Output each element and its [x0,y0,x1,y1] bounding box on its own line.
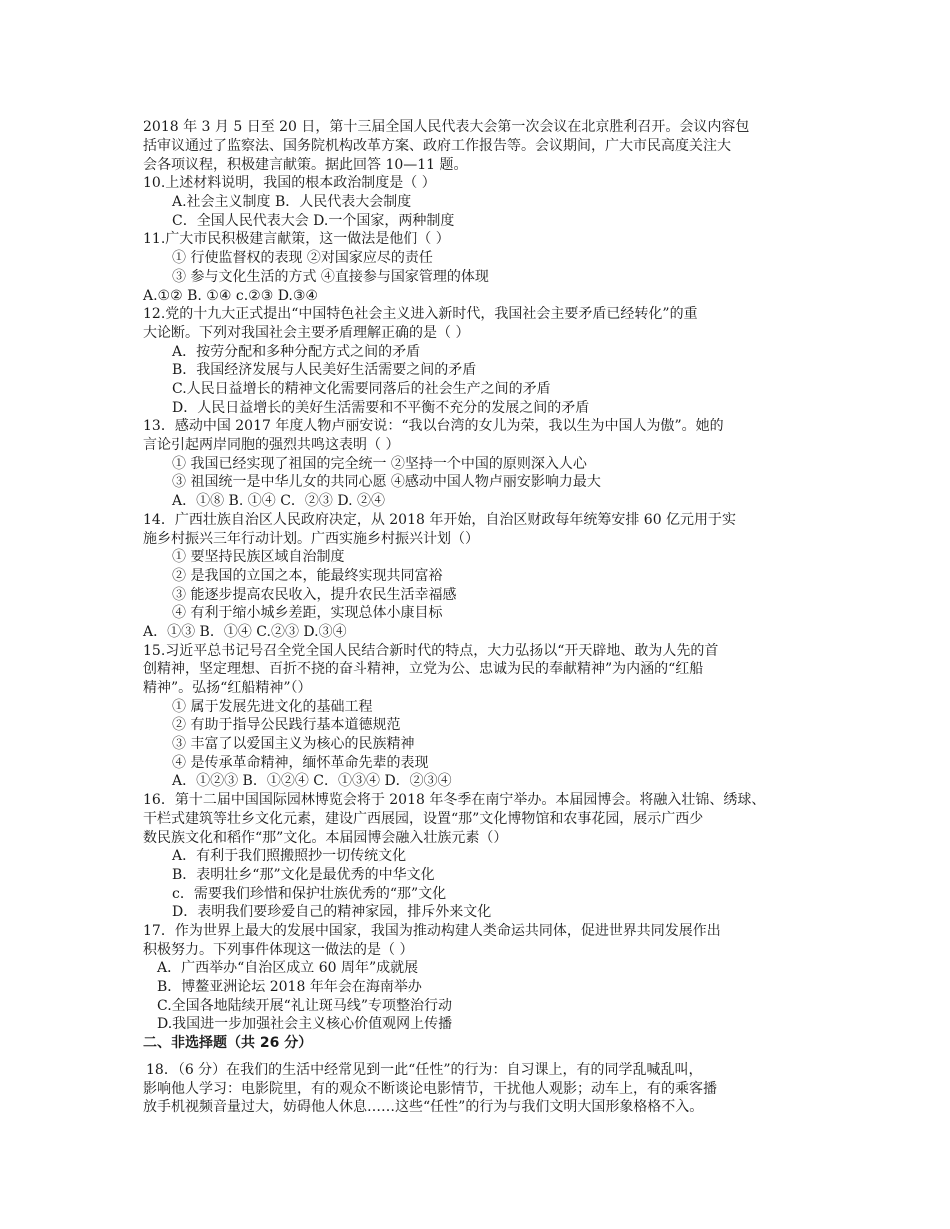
q11-answers: A.①② B. ①④ c.②③ D.③④ [143,288,318,304]
q16-stem-2: 干栏式建筑等壮乡文化元素，建设广西展园，设置“那”文化博物馆和农事花园，展示广西少 [143,811,704,827]
q13-stem-1: 13．感动中国 2017 年度人物卢丽安说：“我以台湾的女儿为荣，我以生为中国人为傲”。她的 [143,418,724,434]
q16-option-b: B．表明壮乡“那”文化是最优秀的中华文化 [172,867,435,883]
intro-line-3: 会各项议程，积极建言献策。据此回答 10—11 题。 [143,157,468,173]
q17-option-d: D.我国进一步加强社会主义核心价值观网上传播 [157,1016,453,1032]
q17-option-c: C.全国各地陆续开展“礼让斑马线”专项整治行动 [157,998,452,1014]
q13-options-1: ① 我国已经实现了祖国的完全统一 ②坚持一个中国的原则深入人心 [172,456,587,472]
q13-options-2: ③ 祖国统一是中华儿女的共同心愿 ④感动中国人物卢丽安影响力最大 [172,474,601,490]
q14-stem-1: 14．广西壮族自治区人民政府决定，从 2018 年开始，自治区财政每年统筹安排 60 亿元用于实 [143,512,737,528]
q15-stem-3: 精神”。弘扬“红船精神”（） [143,680,312,696]
q11-stem: 11.广大市民积极建言献策，这一做法是他们（ ） [143,231,450,247]
q16-stem-3: 数民族文化和稻作“那”文化。本届园博会融入壮族元素（） [143,830,508,846]
q13-answers: A．①⑧ B. ①④ C．②③ D. ②④ [172,493,385,509]
q10-options-2: C．全国人民代表大会 D.一个国家，两种制度 [172,213,455,229]
q17-option-a: A．广西举办“自治区成立 60 周年”成就展 [157,960,419,976]
q18-line-3: 放手机视频音量过大，妨碍他人休息……这些“任性”的行为与我们文明大国形象格格不入。 [143,1099,704,1115]
q16-option-c: c．需要我们珍惜和保护壮族优秀的“那”文化 [172,886,447,902]
q12-option-a: A．按劳分配和多种分配方式之间的矛盾 [172,344,421,360]
q11-options-1: ① 行使监督权的表现 ②对国家应尽的责任 [172,250,433,266]
q18-line-1: 18．（6 分）在我们的生活中经常见到一此“任性”的行为：自习课上，有的同学乱喊乱叫， [146,1062,703,1078]
q14-option-1: ① 要坚持民族区域自治制度 [172,549,345,565]
q14-option-4: ④ 有利于缩小城乡差距，实现总体小康目标 [172,605,443,621]
q12-option-c: C.人民日益增长的精神文化需要同落后的社会生产之间的矛盾 [172,381,551,397]
q15-answers: A．①②③ B．①②④ C．①③④ D．②③④ [172,773,452,789]
q15-option-4: ④ 是传承革命精神，缅怀革命先辈的表现 [172,755,429,771]
intro-line-1: 2018 年 3 月 5 日至 20 日，第十三届全国人民代表大会第一次会议在北京胜利召开。会议内容包 [143,119,750,135]
q14-answers: A．①③ B．①④ C.②③ D.③④ [143,624,347,640]
q12-stem-1: 12.党的十九大正式提出“中国特色社会主义进入新时代，我国社会主要矛盾已经转化”的重 [143,306,698,322]
q12-option-b: B．我国经济发展与人民美好生活需要之间的矛盾 [172,362,477,378]
q15-option-1: ① 属于发展先进文化的基础工程 [172,699,373,715]
q15-stem-1: 15.习近平总书记号召全党全国人民结合新时代的特点，大力弘扬以“开天辟地、敢为人先的首 [143,643,719,659]
q17-stem-1: 17．作为世界上最大的发展中国家，我国为推动构建人类命运共同体，促进世界共同发展作出 [143,923,721,939]
intro-line-2: 括审议通过了监察法、国务院机构改革方案、政府工作报告等。会议期间，广大市民高度关注大 [143,138,731,154]
q16-option-a: A．有利于我们照搬照抄一切传统文化 [172,848,407,864]
q10-stem: 10.上述材料说明，我国的根本政治制度是（ ） [143,175,436,191]
q11-options-2: ③ 参与文化生活的方式 ④直接参与国家管理的体现 [172,269,489,285]
q14-option-3: ③ 能逐步提高农民收入，提升农民生活幸福感 [172,587,457,603]
q12-stem-2: 大论断。下列对我国社会主要矛盾理解正确的是（ ） [143,325,470,341]
q16-stem-1: 16．第十二届中国国际园林博览会将于 2018 年冬季在南宁举办。本届园博会。将融入壮锦、绣球、 [143,792,766,808]
q10-options-1: A.社会主义制度 B．人民代表大会制度 [172,194,412,210]
q14-stem-2: 施乡村振兴三年行动计划。广西实施乡村振兴计划（） [143,531,479,547]
q15-option-3: ③ 丰富了以爱国主义为核心的民族精神 [172,736,415,752]
q17-option-b: B．博鳌亚洲论坛 2018 年年会在海南举办 [157,979,422,995]
q16-option-d: D．表明我们要珍爱自己的精神家园，排斥外来文化 [172,904,492,920]
q17-stem-2: 积极努力。下列事件体现这一做法的是（ ） [143,942,414,958]
q13-stem-2: 言论引起两岸同胞的强烈共鸣这表明（ ） [143,437,400,453]
section-2-heading: 二、非选择题（共 26 分） [143,1035,313,1051]
q18-line-2: 影响他人学习：电影院里，有的观众不断谈论电影情节，干扰他人观影；动车上，有的乘客播 [143,1081,717,1097]
q15-stem-2: 创精神，坚定理想、百折不挠的奋斗精神，立党为公、忠诚为民的奉献精神”为内涵的“红船 [143,661,704,677]
q12-option-d: D．人民日益增长的美好生活需要和不平衡不充分的发展之间的矛盾 [172,400,590,416]
q15-option-2: ② 有助于指导公民践行基本道德规范 [172,717,401,733]
q14-option-2: ② 是我国的立国之本，能最终实现共同富裕 [172,568,443,584]
